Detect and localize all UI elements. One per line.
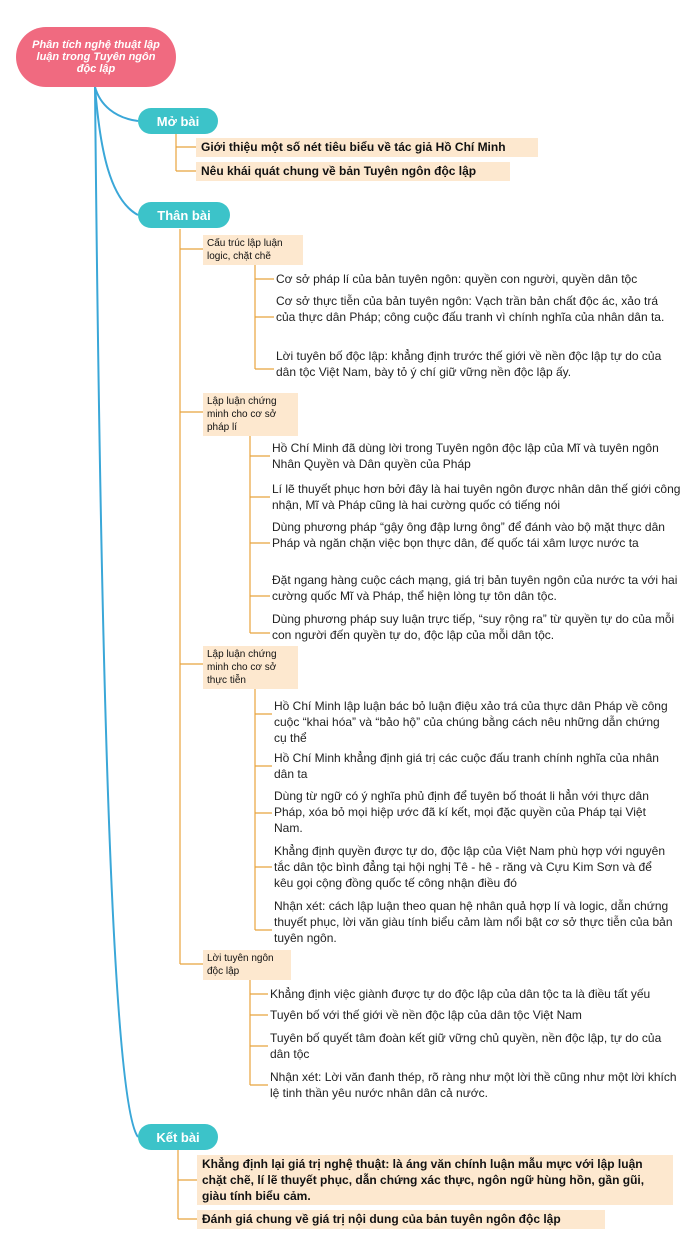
connector-group3-items [255,684,272,930]
ket-bai-item-1[interactable]: Khẳng định lại giá trị nghệ thuật: là áng văn chính luận mẫu mực với lập luận chặt chẽ, lí lẽ thuyết phục, dẫn chứng xác thực, ngôn ngữ hùng hồn, gần gũi, giàu tính biểu cảm. [197,1155,673,1205]
ket-bai-item-2[interactable]: Đánh giá chung về giá trị nội dung của bản tuyên ngôn độc lập [197,1210,605,1229]
connector-mobai-items [176,133,196,171]
group-1-item-3[interactable]: Lời tuyên bố độc lập: khẳng định trước thế giới về nền độc lập tự do của dân tộc Việt Nam, bày tỏ ý chí giữ vững nền độc lập ấy. [276,349,662,379]
group-4-label[interactable]: Lời tuyên ngôn độc lập [203,950,291,980]
mo-bai-item-2[interactable]: Nêu khái quát chung về bản Tuyên ngôn độc lập [196,162,510,181]
connector-group1-items [255,263,274,369]
connector-root-thanbai [95,87,138,215]
root-node[interactable]: Phân tích nghệ thuật lập luận trong Tuyên ngôn độc lập [16,27,176,87]
group-3-item-3[interactable]: Dùng từ ngữ có ý nghĩa phủ định để tuyên bố thoát li hẳn với thực dân Pháp, xóa bỏ mọi hiệp ước đã kí kết, mọi đặc quyền của Pháp tại Việt Nam. [274,789,649,835]
group-4-item-2[interactable]: Tuyên bố với thế giới về nền độc lập của dân tộc Việt Nam [270,1008,582,1022]
connector-root-mobai [95,87,138,121]
group-2-item-4[interactable]: Đặt ngang hàng cuộc cách mạng, giá trị bản tuyên ngôn của nước ta với hai cường quốc Mĩ và Pháp, thể hiện lòng tự tôn dân tộc. [272,573,678,603]
group-2-item-3[interactable]: Dùng phương pháp “gậy ông đập lưng ông” để đánh vào bộ mặt thực dân Pháp và ngăn chặn việc bọn thực dân, đế quốc tái xâm lược nước ta [272,520,665,550]
group-3-item-5[interactable]: Nhận xét: cách lập luận theo quan hệ nhân quả hợp lí và logic, dẫn chứng thuyết phục, lời văn giàu tính biểu cảm làm nổi bật cơ sở thực tiễn của bản tuyên ngôn. [274,899,673,945]
connector-group2-items [250,431,270,633]
section-ket-bai[interactable]: Kết bài [138,1124,218,1150]
connector-thanbai-groups [180,229,203,964]
group-1-label[interactable]: Cấu trúc lập luận logic, chặt chẽ [203,235,303,265]
group-3-item-2[interactable]: Hồ Chí Minh khẳng định giá trị các cuộc đấu tranh chính nghĩa của nhân dân ta [274,751,659,781]
mo-bai-item-1[interactable]: Giới thiệu một số nét tiêu biểu về tác giả Hồ Chí Minh [196,138,538,157]
group-4-item-4[interactable]: Nhận xét: Lời văn đanh thép, rõ ràng như một lời thề cũng như một lời khích lệ tinh thần yêu nước nhân dân cả nước. [270,1070,677,1100]
group-1-item-1[interactable]: Cơ sở pháp lí của bản tuyên ngôn: quyền con người, quyền dân tộc [276,272,638,286]
group-3-item-4[interactable]: Khẳng định quyền được tự do, độc lập của Việt Nam phù hợp với nguyên tắc dân tộc bình đẳng tại hội nghị Tê - hê - răng và Cựu Kim Sơn và để kêu gọi cộng đồng quốc tế công nhận điều đó [274,844,666,890]
section-mo-bai[interactable]: Mở bài [138,108,218,134]
connector-ketbai-items [178,1150,197,1219]
section-than-bai[interactable]: Thân bài [138,202,230,228]
group-2-item-2[interactable]: Lí lẽ thuyết phục hơn bởi đây là hai tuyên ngôn được nhân dân thế giới công nhận, Mĩ và Pháp cũng là hai cường quốc có tiếng nói [272,482,681,512]
group-2-item-1[interactable]: Hồ Chí Minh đã dùng lời trong Tuyên ngôn độc lập của Mĩ và tuyên ngôn Nhân Quyền và Dân quyền của Pháp [272,441,659,471]
group-3-label[interactable]: Lập luận chứng minh cho cơ sở thực tiễn [203,646,298,689]
group-2-label[interactable]: Lập luận chứng minh cho cơ sở pháp lí [203,393,298,436]
group-4-item-3[interactable]: Tuyên bố quyết tâm đoàn kết giữ vững chủ quyền, nền độc lập, tự do của dân tộc [270,1031,662,1061]
connector-group4-items [250,979,268,1085]
group-2-item-5[interactable]: Dùng phương pháp suy luận trực tiếp, “suy rộng ra” từ quyền tự do của mỗi con người đến quyền tự do, độc lập của mỗi dân tộc. [272,612,675,642]
group-4-item-1[interactable]: Khẳng định việc giành được tự do độc lập của dân tộc ta là điều tất yếu [270,987,651,1001]
group-1-item-2[interactable]: Cơ sở thực tiễn của bản tuyên ngôn: Vạch trần bản chất độc ác, xảo trá của thực dân Pháp; công cuộc đấu tranh vì chính nghĩa của nhân dân ta. [276,294,665,324]
group-3-item-1[interactable]: Hồ Chí Minh lập luận bác bỏ luận điệu xảo trá của thực dân Pháp về công cuộc “khai hóa” và “bảo hộ” của chúng bằng cách nêu những dẫn chứng cụ thể [274,699,668,745]
connector-root-ketbai [95,87,138,1137]
